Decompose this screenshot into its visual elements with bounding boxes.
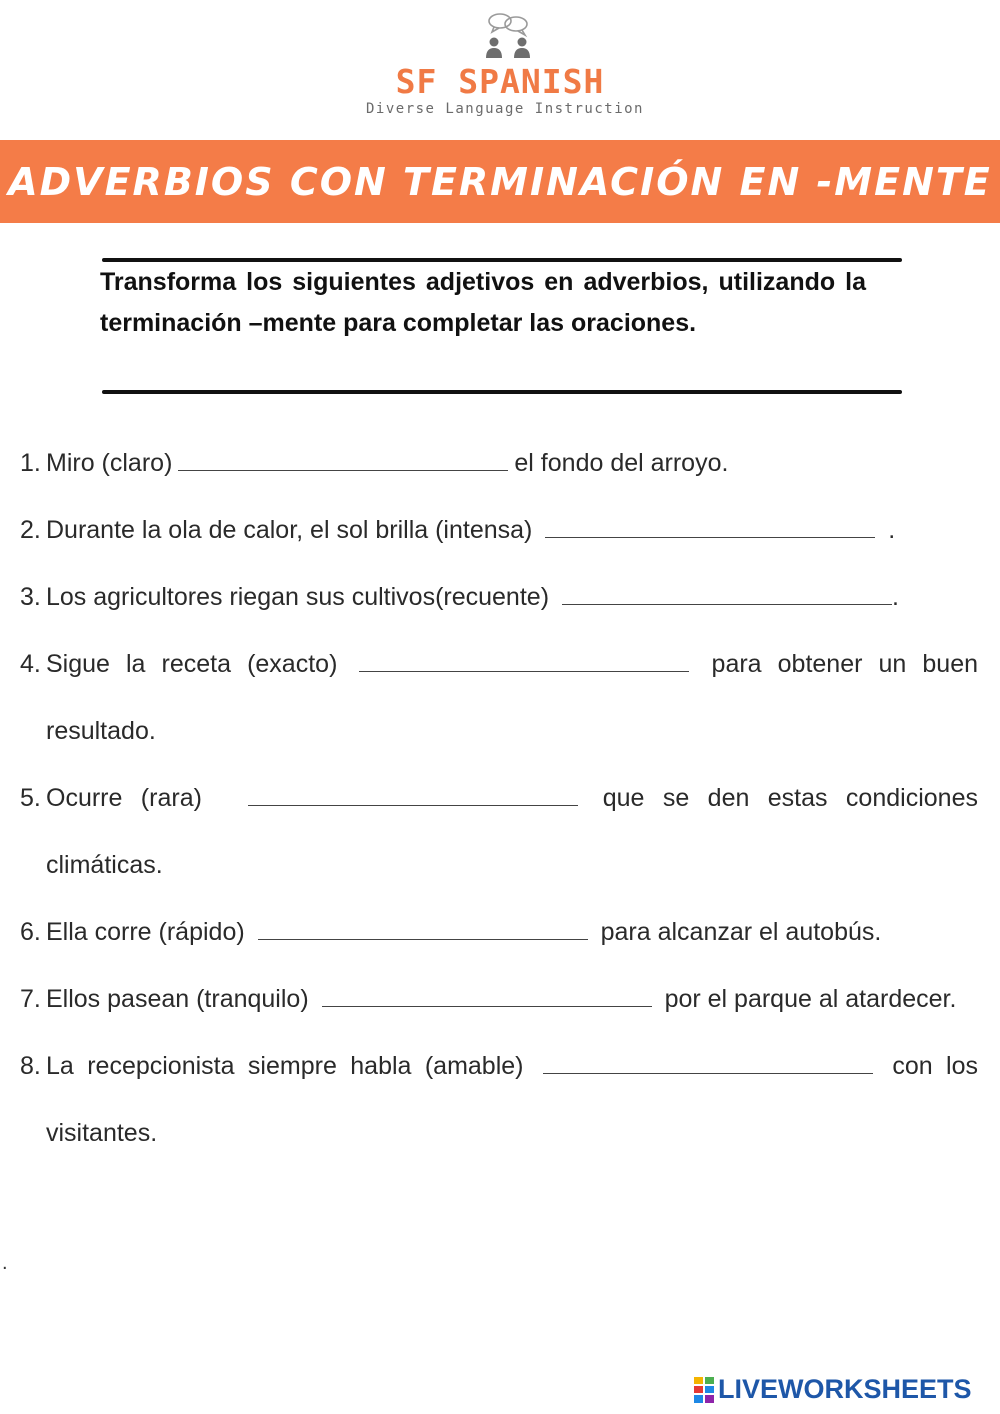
sentence-start: La recepcionista siempre habla (amable) (46, 1052, 524, 1080)
answer-blank[interactable] (258, 917, 588, 940)
footer-brand[interactable]: LIVEWORKSHEETS (718, 1374, 972, 1404)
exercise-item (0, 899, 1000, 966)
answer-blank[interactable] (248, 783, 578, 806)
exercise-list (0, 430, 1000, 1167)
exercise-number: 4. (20, 650, 41, 678)
answer-blank[interactable] (359, 649, 689, 672)
exercise-number: 7. (20, 985, 41, 1013)
sentence-end: el fondo del arroyo. (514, 449, 729, 477)
exercise-item (0, 966, 1000, 1033)
liveworksheets-icon (694, 1377, 714, 1403)
worksheet-title: ADVERBIOS CON TERMINACIÓN EN -MENTE (8, 159, 992, 204)
exercise-number: 8. (20, 1052, 41, 1080)
exercise-number: 3. (20, 583, 41, 611)
answer-blank[interactable] (545, 515, 875, 538)
sentence-start: Ella corre (rápido) (46, 918, 245, 946)
people-chat-icon (478, 12, 540, 58)
exercise-item (0, 497, 1000, 564)
sentence-start: Ellos pasean (tranquilo) (46, 985, 309, 1013)
answer-blank[interactable] (322, 984, 652, 1007)
exercise-number: 6. (20, 918, 41, 946)
sentence-end: con los visitantes. (46, 1052, 979, 1147)
instructions: Transforma los siguientes adjetivos en adverbios, utilizando la terminación –mente para completar las oraciones. (100, 268, 866, 337)
sentence-start: Miro (claro) (46, 449, 173, 477)
exercise-item (0, 631, 1000, 765)
exercise-item (0, 1033, 1000, 1167)
exercise-item (0, 430, 1000, 497)
sentence-start: Los agricultores riegan sus cultivos(recuente) (46, 583, 550, 611)
sentence-end: para alcanzar el autobús. (600, 918, 882, 946)
sentence-end: que se den estas condiciones climáticas. (46, 784, 978, 879)
answer-blank[interactable] (178, 448, 508, 471)
answer-blank[interactable] (543, 1051, 873, 1074)
sentence-start: Ocurre (rara) (46, 784, 202, 812)
exercise-item (0, 765, 1000, 899)
stray-mark: . (2, 1252, 8, 1274)
sentence-end: para obtener un buen resultado. (46, 650, 978, 745)
exercise-item (0, 564, 1000, 631)
footer-branding (694, 1374, 972, 1405)
logo-title: SF SPANISH (395, 62, 605, 101)
exercise-number: 1. (20, 449, 41, 477)
exercise-number: 5. (20, 784, 41, 812)
logo-subtitle: Diverse Language Instruction (365, 101, 644, 117)
sentence-end: por el parque al atardecer. (664, 985, 957, 1013)
exercise-number: 2. (20, 516, 41, 544)
sentence-end: . (888, 516, 896, 544)
divider-bottom (102, 390, 902, 394)
sentence-end: . (891, 583, 899, 611)
sentence-start: Sigue la receta (exacto) (46, 650, 338, 678)
title-banner (0, 140, 1000, 223)
answer-blank[interactable] (562, 582, 892, 605)
sentence-start: Durante la ola de calor, el sol brilla (intensa) (46, 516, 533, 544)
header (0, 0, 1000, 140)
